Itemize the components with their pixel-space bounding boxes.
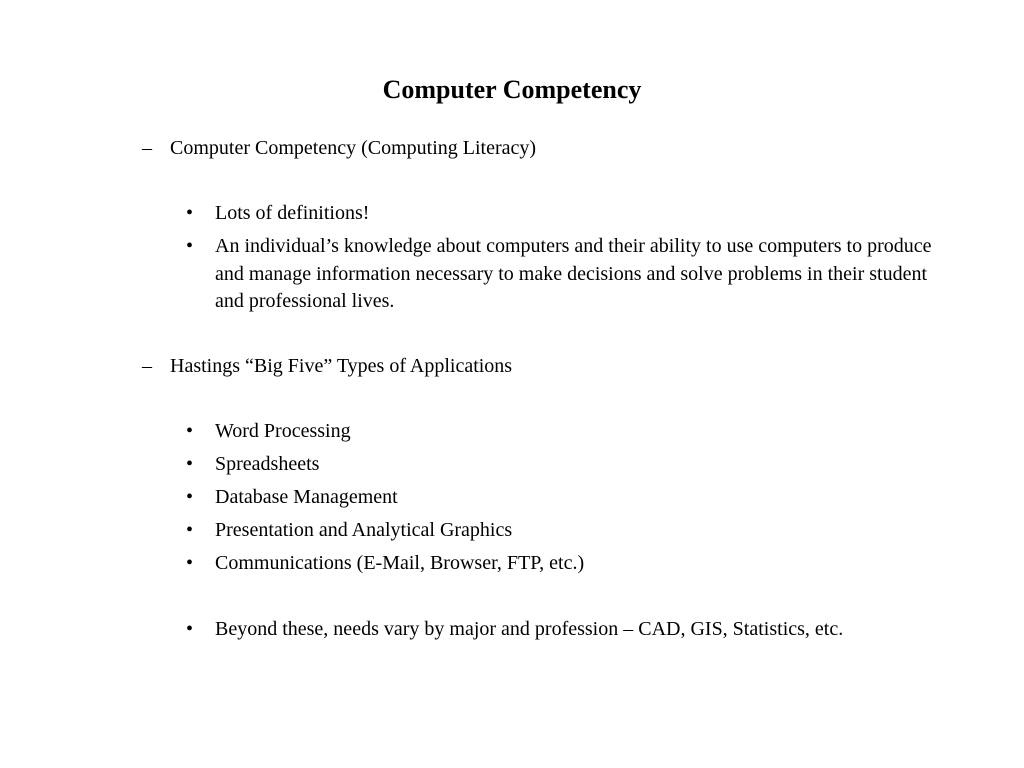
bullet-item <box>186 550 946 578</box>
bullet-marker: • <box>186 202 194 224</box>
bullet-marker: • <box>186 552 194 574</box>
bullet-item <box>186 517 946 545</box>
bullet-text: Spreadsheets <box>215 453 320 475</box>
section-heading-text: Hastings “Big Five” Types of Applications <box>170 355 513 377</box>
bullet-item <box>186 451 946 479</box>
bullet-item <box>186 418 946 446</box>
bullet-text: Database Management <box>215 486 398 508</box>
dash-marker: – <box>142 137 152 159</box>
bullet-text: Presentation and Analytical Graphics <box>215 519 513 541</box>
bullet-marker: • <box>186 420 194 442</box>
bullet-marker: • <box>186 519 194 541</box>
bullet-text: An individual’s knowledge about computers and their ability to use computers to produce and manage information necessary to make decisions and solve problems in their student and professional lives. <box>215 235 932 312</box>
dash-marker: – <box>142 355 152 377</box>
bullet-marker: • <box>186 235 194 257</box>
bullet-marker: • <box>186 618 194 640</box>
bullet-text: Word Processing <box>215 420 351 442</box>
bullet-item <box>186 616 946 644</box>
bullet-text: Communications (E-Mail, Browser, FTP, etc.) <box>215 552 585 574</box>
section-heading-text: Computer Competency (Computing Literacy) <box>170 137 537 159</box>
bullet-item <box>186 200 946 228</box>
bullet-marker: • <box>186 486 194 508</box>
bullet-marker: • <box>186 453 194 475</box>
bullet-item <box>186 484 946 512</box>
slide-title: Computer Competency <box>382 75 642 104</box>
bullet-text: Lots of definitions! <box>215 202 370 224</box>
bullet-text: Beyond these, needs vary by major and profession – CAD, GIS, Statistics, etc. <box>215 618 844 640</box>
bullet-item <box>186 233 946 316</box>
